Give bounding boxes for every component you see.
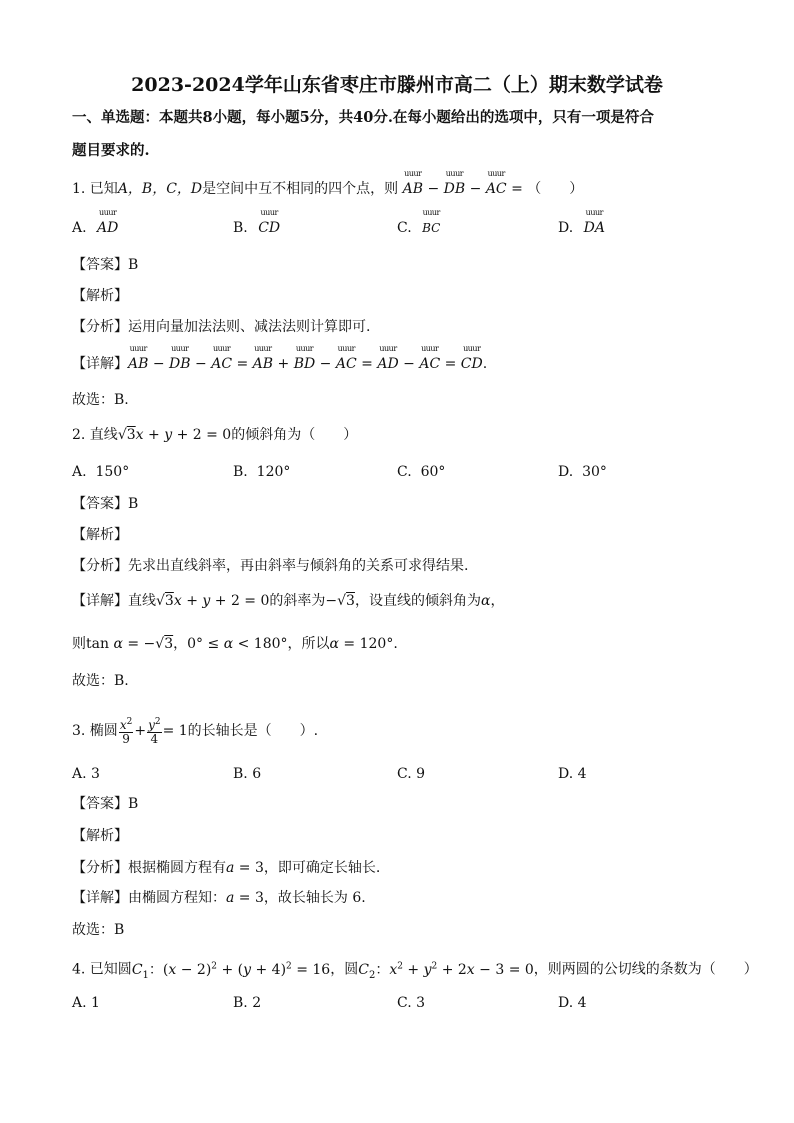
q4-stem-mid: ，圆	[330, 961, 359, 978]
q2-option-b: B. 120°	[233, 464, 291, 480]
q3-analysis-label: 【解析】	[72, 828, 128, 844]
q4-stem-suffix: ，则两圆的公切线的条数为（ ）	[533, 961, 758, 978]
q1-fenxi: 【分析】运用向量加法法则、减法法则计算即可.	[72, 319, 371, 335]
q2-answer: 【答案】B	[72, 496, 139, 512]
q1-stem-prefix: 1. 已知	[72, 181, 118, 197]
q2-fenxi: 【分析】先求出直线斜率，再由斜率与倾斜角的关系可求得结果.	[72, 558, 469, 574]
q1-xiangjie	[72, 344, 488, 374]
q1-conclusion: 故选：B.	[72, 392, 129, 408]
section-header-line2: 题目要求的.	[72, 142, 150, 159]
q3-xiangjie	[72, 888, 366, 908]
q4-stem-prefix: 4. 已知圆	[72, 961, 132, 978]
q3-xiangjie-prefix: 【详解】由椭圆方程知：	[72, 890, 226, 906]
q3-option-b: B. 6	[233, 766, 262, 782]
q4-circle1-equation: $C_1$：$(x - 2)^2 + (y + 4)^2 = 16$	[131, 961, 331, 981]
q3-fenxi-formula: a = 3	[226, 860, 264, 876]
q3-option-c: C. 9	[397, 766, 426, 782]
q2-then-mid: ，所以	[287, 636, 330, 652]
q1-stem-mid: 是空间中互不相同的四个点，则	[202, 181, 399, 197]
q1-analysis-label: 【解析】	[72, 288, 128, 304]
q2-xiangjie-end: ，设直线的倾斜角为	[354, 593, 481, 609]
q2-conclusion: 故选：B.	[72, 673, 129, 689]
q3-stem-suffix: 的长轴长是（ ）.	[187, 723, 319, 739]
q2-stem-suffix: 的倾斜角为（ ）	[231, 427, 358, 443]
q2-then-result: α = 120°.	[329, 636, 398, 652]
q1-stem-suffix: （ ）	[527, 181, 584, 197]
q4-stem	[72, 956, 758, 985]
q4-option-d: D. 4	[558, 995, 587, 1011]
q1-stem-points: A，B，C，D	[117, 181, 203, 197]
q2-option-c: C. 60°	[397, 464, 446, 480]
q3-xiangjie-suffix: ，故长轴长为 6.	[263, 890, 366, 906]
q4-circle2-equation: $C_2$：$x^2 + y^2 + 2x - 3 = 0$	[358, 961, 534, 981]
q1-option-b: B. CD uuur	[233, 208, 281, 236]
q2-xiangjie-mid: 的斜率为	[269, 593, 326, 609]
q2-xiangjie-equation: √3x + y + 2 = 0	[156, 593, 270, 609]
q3-stem	[72, 716, 318, 746]
q2-alpha: α	[480, 593, 491, 609]
q2-xiangjie-label: 【详解】直线	[72, 593, 156, 609]
section-header-line1: 一、单选题：本题共8小题，每小题5分，共40分.在每小题给出的选项中，只有一项是符合	[72, 109, 654, 126]
q2-equation: √3x + y + 2 = 0	[117, 427, 232, 443]
q2-then-prefix: 则	[72, 636, 86, 652]
q3-xiangjie-formula: a = 3	[226, 890, 264, 906]
q2-xiangjie: 【详解】直线√3x + y + 2 = 0的斜率为−√3，设直线的倾斜角为α，	[72, 593, 505, 609]
q3-option-d: D. 4	[558, 766, 587, 782]
q3-fenxi-prefix: 【分析】根据椭圆方程有	[72, 860, 226, 876]
q2-option-d: D. 30°	[558, 464, 607, 480]
q1-option-d: D. DA uuur	[558, 208, 605, 236]
q3-answer: 【答案】B	[72, 796, 139, 812]
q1-stem	[72, 169, 584, 199]
q3-stem-prefix: 3. 椭圆	[72, 723, 118, 739]
q1-expression: AB uuur − DB uuur − AC uuur =	[402, 169, 523, 197]
q3-fenxi	[72, 858, 380, 878]
q4-option-b: B. 2	[233, 995, 262, 1011]
q2-option-a: A. 150°	[72, 464, 130, 480]
q1-option-c: C. BC uuur	[397, 208, 441, 236]
q1-xiangjie-label: 【详解】	[72, 356, 128, 372]
q4-option-c: C. 3	[397, 995, 426, 1011]
q2-slope: −√3	[325, 593, 355, 609]
q4-option-a: A. 1	[72, 995, 100, 1011]
q1-xiangjie-formula: AB uuur − DB uuur − AC uuur = AB uuur + BD uuur − AC uuur = AD uuur − AC uuur = CD uuur .	[128, 344, 488, 372]
q2-stem-prefix: 2. 直线	[72, 427, 118, 443]
q1-answer: 【答案】B	[72, 257, 139, 273]
q3-conclusion: 故选：B	[72, 922, 125, 938]
q3-fenxi-suffix: ，即可确定长轴长.	[263, 860, 381, 876]
q3-option-a: A. 3	[72, 766, 100, 782]
q2-analysis-label: 【解析】	[72, 527, 128, 543]
q1-option-a: A. AD uuur	[72, 208, 119, 236]
q3-ellipse-equation: $\frac{x^2}{9}$ + $\frac{y^2}{4}$ = 1	[119, 717, 188, 746]
q2-then-formula: tan α = −√3，0° ≤ α < 180°	[86, 636, 288, 652]
q2-stem	[72, 425, 357, 445]
page-title: 2023-2024学年山东省枣庄市滕州市高二（上）期末数学试卷	[131, 74, 663, 96]
q2-then	[72, 634, 398, 654]
